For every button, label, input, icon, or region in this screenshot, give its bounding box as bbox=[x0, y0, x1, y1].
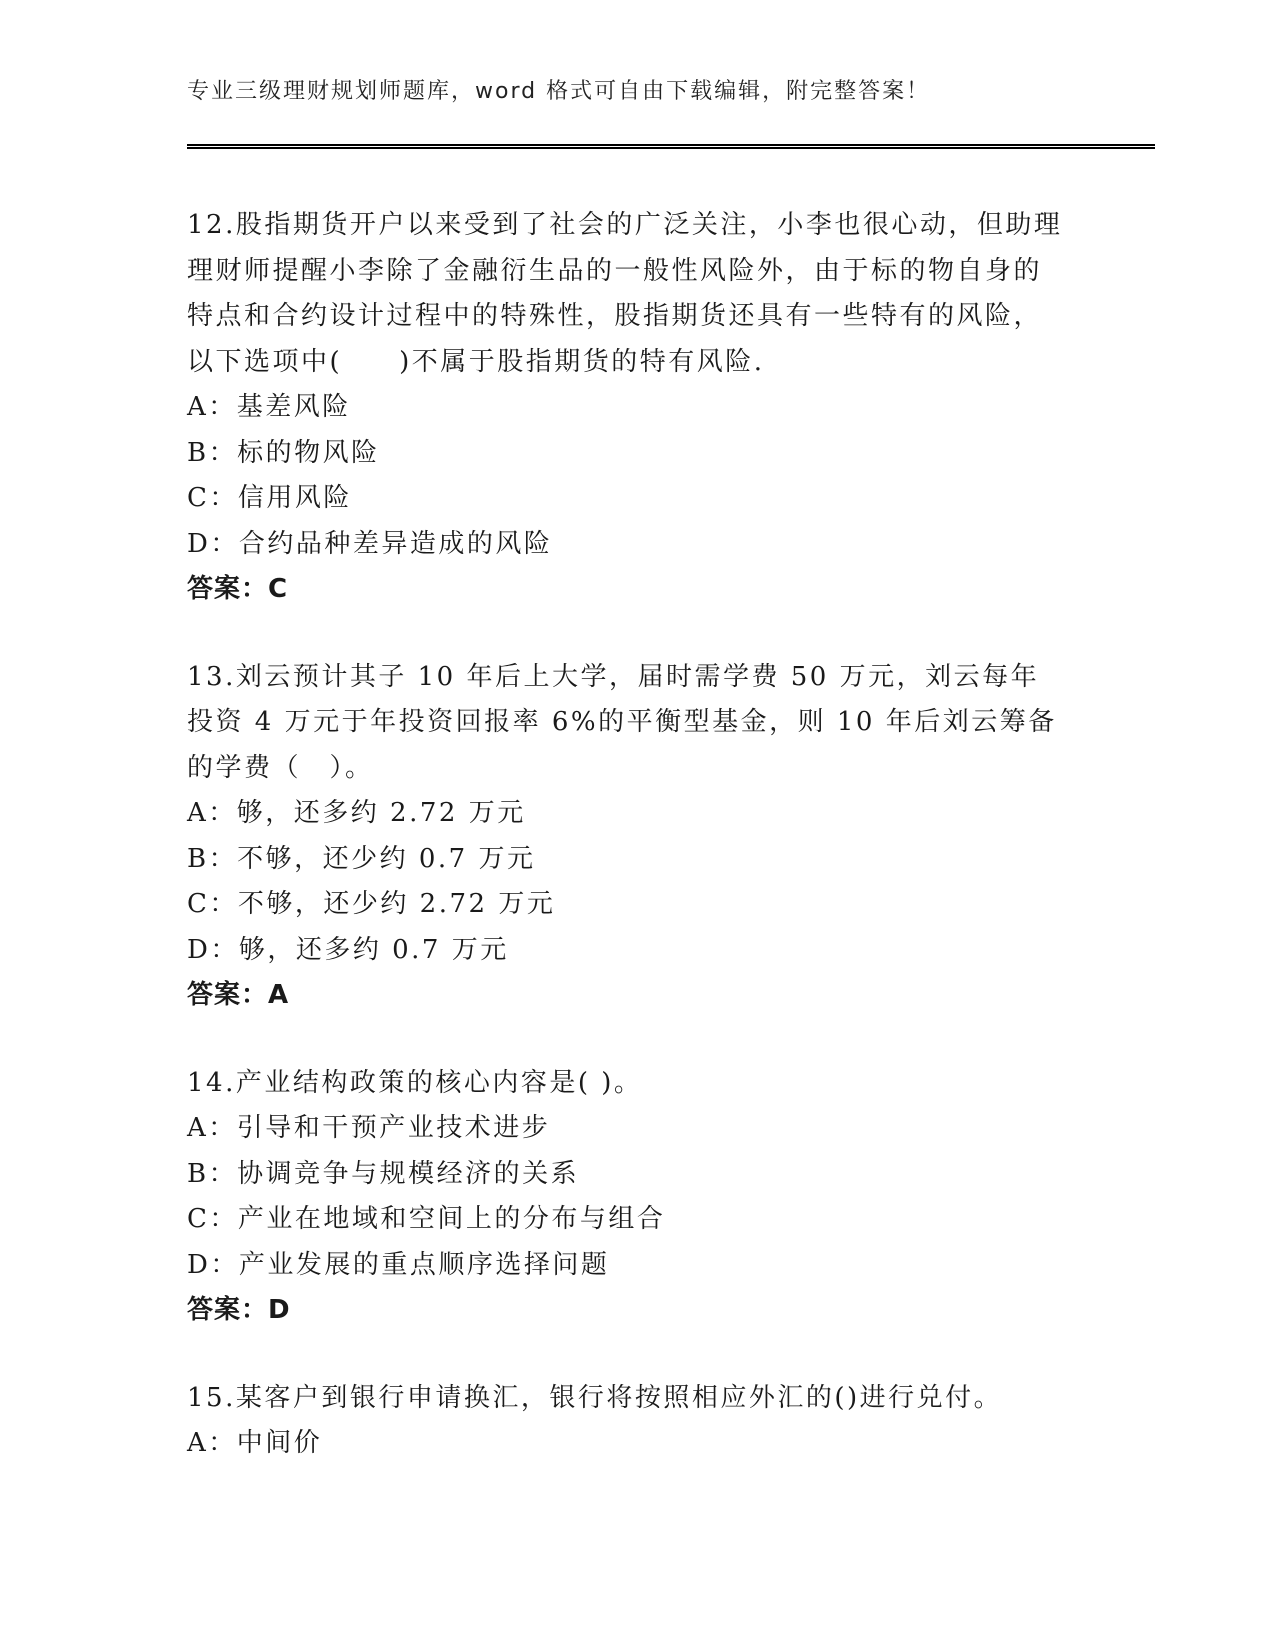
question-14 bbox=[187, 1061, 1067, 1334]
question-stem: 12.股指期货开户以来受到了社会的广泛关注，小李也很心动，但助理理财师提醒小李除了金融衍生品的一般性风险外，由于标的物自身的特点和合约设计过程中的特殊性，股指期货还具有一些特有的风险，以下选项中( )不属于股指期货的特有风险. bbox=[187, 210, 1063, 377]
option-c: C：产业在地域和空间上的分布与组合 bbox=[187, 1204, 666, 1234]
question-12 bbox=[187, 203, 1067, 613]
question-15 bbox=[187, 1376, 1067, 1467]
option-a: A：够，还多约 2.72 万元 bbox=[187, 798, 526, 828]
option-c: C：不够，还少约 2.72 万元 bbox=[187, 889, 556, 919]
option-a: A：引导和干预产业技术进步 bbox=[187, 1113, 551, 1143]
option-b: B：不够，还少约 0.7 万元 bbox=[187, 843, 536, 874]
question-stem: 14.产业结构政策的核心内容是( )。 bbox=[187, 1067, 643, 1098]
answer-label: 答案： bbox=[187, 1295, 269, 1325]
option-b: B：标的物风险 bbox=[187, 437, 380, 468]
question-13 bbox=[187, 655, 1067, 1019]
answer-line bbox=[187, 567, 1067, 613]
option-c: C：信用风险 bbox=[187, 483, 352, 513]
question-stem: 15.某客户到银行申请换汇，银行将按照相应外汇的()进行兑付。 bbox=[187, 1382, 1003, 1413]
option-a: A：中间价 bbox=[187, 1428, 323, 1458]
answer-value: D bbox=[268, 1295, 291, 1325]
option-d: D：够，还多约 0.7 万元 bbox=[187, 934, 509, 965]
question-list bbox=[187, 203, 1067, 1509]
option-b: B：协调竞争与规模经济的关系 bbox=[187, 1158, 580, 1189]
answer-line bbox=[187, 973, 1067, 1019]
answer-label: 答案： bbox=[187, 980, 269, 1010]
option-d: D：产业发展的重点顺序选择问题 bbox=[187, 1249, 610, 1280]
option-d: D：合约品种差异造成的风险 bbox=[187, 528, 553, 559]
header-divider bbox=[187, 144, 1155, 149]
answer-line bbox=[187, 1288, 1067, 1334]
document-header: 专业三级理财规划师题库，word 格式可自由下载编辑，附完整答案！ bbox=[187, 79, 931, 104]
option-a: A：基差风险 bbox=[187, 392, 351, 422]
answer-value: A bbox=[268, 980, 290, 1010]
question-stem: 13.刘云预计其子 10 年后上大学，届时需学费 50 万元，刘云每年投资 4 万元于年投资回报率 6%的平衡型基金，则 10 年后刘云筹备的学费（ ）。 bbox=[187, 661, 1057, 783]
answer-value: C bbox=[268, 574, 289, 604]
answer-label: 答案： bbox=[187, 574, 269, 604]
